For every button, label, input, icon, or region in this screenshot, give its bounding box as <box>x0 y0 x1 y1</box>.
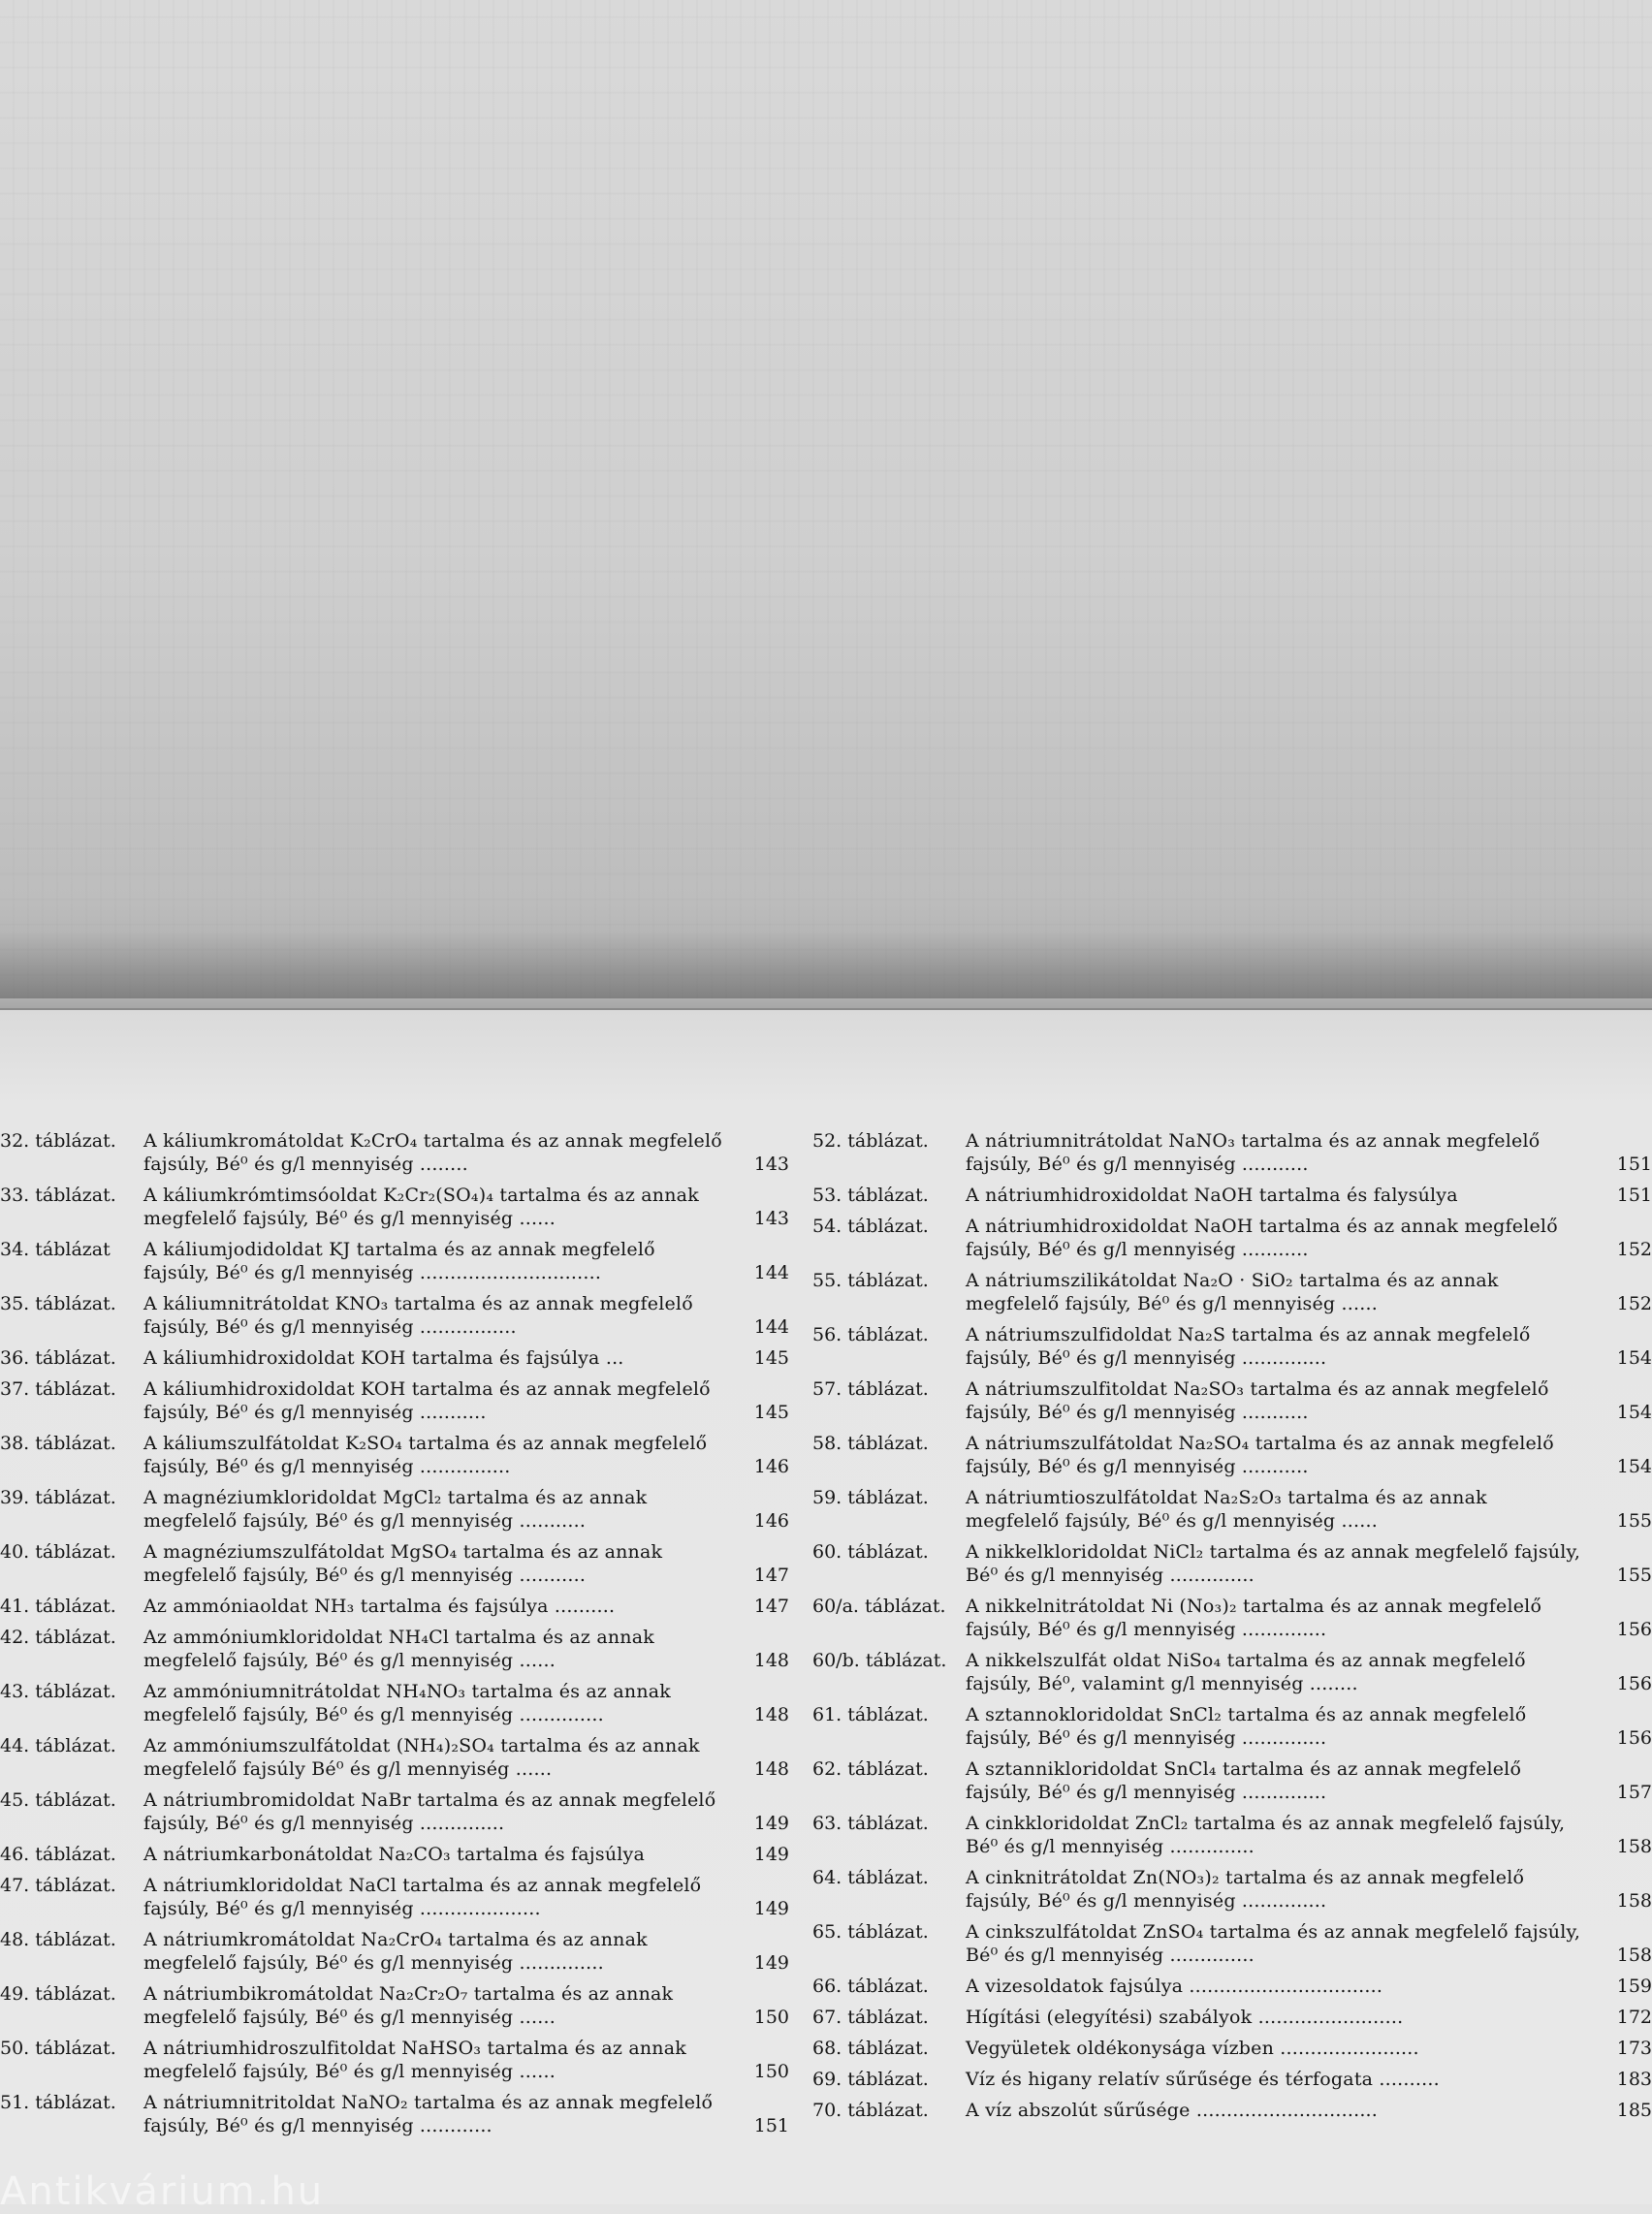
page-number: 147 <box>753 1565 789 1586</box>
page-number: 151 <box>1616 1185 1652 1206</box>
toc-entry <box>0 1540 795 1587</box>
table-title: A nátriumhidroszulfitoldat NaHSO₃ tartalma és az annak megfelelő fajsúly, Bé⁰ és g/l mennyiség ...... <box>143 2038 686 2082</box>
toc-right-column <box>812 1129 1652 2130</box>
table-title: A nátriumnitrátoldat NaNO₃ tartalma és az annak megfelelő fajsúly, Bé⁰ és g/l mennyiség ........... <box>966 1130 1541 1175</box>
toc-entry <box>0 1680 795 1726</box>
page-number: 144 <box>753 1316 789 1338</box>
page-number: 152 <box>1616 1293 1652 1314</box>
page-number: 157 <box>1616 1782 1652 1803</box>
page-number: 150 <box>753 2007 789 2028</box>
table-title: A nátriumszulfátoldat Na₂SO₄ tartalma és az annak megfelelő fajsúly, Bé⁰ és g/l mennyiség ........... <box>966 1433 1554 1477</box>
table-number: 63. táblázat. <box>812 1813 929 1834</box>
table-title: A káliumkrómtimsóoldat K₂Cr₂(SO₄)₄ tartalma és az annak megfelelő fajsúly, Bé⁰ és g/l mennyiség ...... <box>143 1185 699 1229</box>
table-number: 61. táblázat. <box>812 1704 929 1725</box>
page-number: 148 <box>753 1758 789 1780</box>
table-number: 41. táblázat. <box>0 1596 116 1617</box>
toc-entry <box>812 1595 1652 1641</box>
table-title: A káliumnitrátoldat KNO₃ tartalma és az annak megfelelő fajsúly, Bé⁰ és g/l mennyiség ................ <box>143 1293 693 1338</box>
page-number: 154 <box>1616 1347 1652 1369</box>
table-title: Víz és higany relatív sűrűsége és térfogata .......... <box>966 2069 1440 2090</box>
table-title: A cinkkloridoldat ZnCl₂ tartalma és az annak megfelelő fajsúly, Bé⁰ és g/l mennyiség .............. <box>966 1813 1566 1857</box>
book-cover-paper <box>0 0 1652 998</box>
table-title: A nátriumtioszulfátoldat Na₂S₂O₃ tartalma és az annak megfelelő fajsúly, Bé⁰ és g/l mennyiség ...... <box>966 1487 1487 1532</box>
table-number: 60. táblázat. <box>812 1541 929 1563</box>
page-number: 145 <box>753 1347 789 1369</box>
toc-entry <box>0 1734 795 1781</box>
table-title: A nikkelszulfát oldat NiSo₄ tartalma és az annak megfelelő fajsúly, Bé⁰, valamint g/l mennyiség ........ <box>966 1650 1526 1694</box>
toc-entry <box>812 1920 1652 1967</box>
table-number: 59. táblázat. <box>812 1487 929 1508</box>
table-number: 33. táblázat. <box>0 1185 116 1206</box>
page-number: 150 <box>753 2061 789 2082</box>
table-title: A sztannikloridoldat SnCl₄ tartalma és az annak megfelelő fajsúly, Bé⁰ és g/l mennyiség .............. <box>966 1758 1522 1803</box>
table-number: 51. táblázat. <box>0 2092 116 2113</box>
table-number: 68. táblázat. <box>812 2038 929 2059</box>
table-title: A vizesoldatok fajsúlya ................................ <box>966 1976 1383 1997</box>
page-number: 173 <box>1616 2038 1652 2059</box>
page-number: 154 <box>1616 1402 1652 1423</box>
page-number: 143 <box>753 1154 789 1175</box>
table-title: Hígítási (elegyítési) szabályok ........................ <box>966 2007 1404 2028</box>
toc-entry <box>812 1129 1652 1176</box>
table-number: 44. táblázat. <box>0 1735 116 1756</box>
toc-entry <box>0 1982 795 2029</box>
table-title: A nátriumbromidoldat NaBr tartalma és az annak megfelelő fajsúly, Bé⁰ és g/l mennyiség .............. <box>143 1789 716 1834</box>
table-title: A káliumjodidoldat KJ tartalma és az annak megfelelő fajsúly, Bé⁰ és g/l mennyiség .............................. <box>143 1239 655 1283</box>
toc-entry <box>812 1649 1652 1695</box>
toc-left-column <box>0 1129 795 2145</box>
toc-entry <box>0 1346 795 1370</box>
table-title: A magnéziumkloridoldat MgCl₂ tartalma és az annak megfelelő fajsúly, Bé⁰ és g/l mennyiség ........... <box>143 1487 648 1532</box>
toc-entry <box>0 1928 795 1975</box>
page-number: 149 <box>753 1898 789 1919</box>
table-title: A káliumhidroxidoldat KOH tartalma és az annak megfelelő fajsúly, Bé⁰ és g/l mennyiség ........... <box>143 1378 711 1423</box>
toc-entry <box>812 1377 1652 1424</box>
table-title: A nikkelnitrátoldat Ni (No₃)₂ tartalma és az annak megfelelő fajsúly, Bé⁰ és g/l mennyiség .............. <box>966 1596 1542 1640</box>
table-title: A nátriumszilikátoldat Na₂O · SiO₂ tartalma és az annak megfelelő fajsúly, Bé⁰ és g/l mennyiség ...... <box>966 1270 1499 1314</box>
page-number: 148 <box>753 1704 789 1725</box>
toc-entry <box>812 2099 1652 2122</box>
page-number: 156 <box>1616 1727 1652 1749</box>
page-number: 156 <box>1616 1619 1652 1640</box>
toc-entry <box>0 1129 795 1176</box>
table-number: 65. táblázat. <box>812 1921 929 1943</box>
table-title: A káliumhidroxidoldat KOH tartalma és fajsúlya ... <box>143 1347 624 1369</box>
page-number: 158 <box>1616 1836 1652 1857</box>
table-title: A káliumszulfátoldat K₂SO₄ tartalma és az annak megfelelő fajsúly, Bé⁰ és g/l mennyiség ............... <box>143 1433 708 1477</box>
table-title: A káliumkromátoldat K₂CrO₄ tartalma és az annak megfelelő fajsúly, Bé⁰ és g/l mennyiség ........ <box>143 1130 722 1175</box>
toc-entry <box>812 2037 1652 2060</box>
table-title: Az ammóniumszulfátoldat (NH₄)₂SO₄ tartalma és az annak megfelelő fajsúly Bé⁰ és g/l mennyiség ...... <box>143 1735 700 1780</box>
table-number: 66. táblázat. <box>812 1976 929 1997</box>
table-number: 58. táblázat. <box>812 1433 929 1454</box>
toc-entry <box>812 1975 1652 1998</box>
table-number: 56. táblázat. <box>812 1324 929 1345</box>
table-title: A nátriumhidroxidoldat NaOH tartalma és az annak megfelelő fajsúly, Bé⁰ és g/l mennyiség ........... <box>966 1216 1558 1260</box>
table-title: A nátriumszulfidoldat Na₂S tartalma és az annak megfelelő fajsúly, Bé⁰ és g/l mennyiség .............. <box>966 1324 1531 1369</box>
table-number: 69. táblázat. <box>812 2069 929 2090</box>
table-number: 53. táblázat. <box>812 1185 929 1206</box>
page-number: 172 <box>1616 2007 1652 2028</box>
toc-entry <box>0 1788 795 1835</box>
table-title: A magnéziumszulfátoldat MgSO₄ tartalma és az annak megfelelő fajsúly, Bé⁰ és g/l mennyiség ........... <box>143 1541 663 1586</box>
table-number: 55. táblázat. <box>812 1270 929 1291</box>
toc-entry <box>812 1184 1652 1207</box>
page-number: 145 <box>753 1402 789 1423</box>
page-number: 155 <box>1616 1510 1652 1532</box>
page-number: 158 <box>1616 1890 1652 1912</box>
table-number: 60/a. táblázat. <box>812 1596 946 1617</box>
toc-entry <box>812 1812 1652 1858</box>
page-number: 159 <box>1616 1976 1652 1997</box>
page-number: 183 <box>1616 2069 1652 2090</box>
table-number: 34. táblázat <box>0 1239 111 1260</box>
toc-entry <box>0 1184 795 1230</box>
table-number: 45. táblázat. <box>0 1789 116 1811</box>
toc-entry <box>812 1269 1652 1315</box>
table-number: 48. táblázat. <box>0 1929 116 1950</box>
table-number: 50. táblázat. <box>0 2038 116 2059</box>
table-number: 70. táblázat. <box>812 2100 929 2121</box>
page-number: 143 <box>753 1208 789 1229</box>
table-title: Az ammóniumnitrátoldat NH₄NO₃ tartalma és az annak megfelelő fajsúly, Bé⁰ és g/l mennyiség .............. <box>143 1681 672 1725</box>
toc-entry <box>812 1432 1652 1478</box>
table-number: 37. táblázat. <box>0 1378 116 1400</box>
toc-entry <box>0 1292 795 1339</box>
table-number: 38. táblázat. <box>0 1433 116 1454</box>
page-number: 149 <box>753 1952 789 1974</box>
table-title: A sztannokloridoldat SnCl₂ tartalma és az annak megfelelő fajsúly, Bé⁰ és g/l mennyiség .............. <box>966 1704 1527 1749</box>
toc-entry <box>0 1626 795 1672</box>
table-number: 52. táblázat. <box>812 1130 929 1152</box>
table-number: 57. táblázat. <box>812 1378 929 1400</box>
watermark: Antikvárium.hu <box>0 2169 325 2214</box>
table-number: 60/b. táblázat. <box>812 1650 947 1671</box>
page-number: 144 <box>753 1262 789 1283</box>
page-number: 151 <box>753 2115 789 2136</box>
table-number: 36. táblázat. <box>0 1347 116 1369</box>
cover-shadow <box>0 931 1652 1018</box>
table-title: A nátriumhidroxidoldat NaOH tartalma és falysúlya <box>966 1185 1458 1206</box>
table-title: A nátriumnitritoldat NaNO₂ tartalma és az annak megfelelő fajsúly, Bé⁰ és g/l mennyiség ............ <box>143 2092 714 2136</box>
toc-entry <box>812 2006 1652 2029</box>
table-title: A nátriumkarbonátoldat Na₂CO₃ tartalma és fajsúlya <box>143 1844 645 1865</box>
table-title: A nikkelkloridoldat NiCl₂ tartalma és az annak megfelelő fajsúly, Bé⁰ és g/l mennyiség .............. <box>966 1541 1581 1586</box>
table-title: A cinkszulfátoldat ZnSO₄ tartalma és az annak megfelelő fajsúly, Bé⁰ és g/l mennyiség .............. <box>966 1921 1581 1966</box>
toc-entry <box>0 2037 795 2083</box>
table-number: 40. táblázat. <box>0 1541 116 1563</box>
page-number: 185 <box>1616 2100 1652 2121</box>
toc-entry <box>812 1703 1652 1750</box>
table-number: 32. táblázat. <box>0 1130 116 1152</box>
table-number: 62. táblázat. <box>812 1758 929 1780</box>
table-number: 54. táblázat. <box>812 1216 929 1237</box>
toc-entry <box>0 1377 795 1424</box>
page-number: 155 <box>1616 1565 1652 1586</box>
table-number: 39. táblázat. <box>0 1487 116 1508</box>
toc-entry <box>812 2068 1652 2091</box>
page-number: 156 <box>1616 1673 1652 1694</box>
table-title: A nátriumkloridoldat NaCl tartalma és az annak megfelelő fajsúly, Bé⁰ és g/l mennyiség .................... <box>143 1875 702 1919</box>
toc-entry <box>0 1486 795 1533</box>
page-number: 147 <box>753 1596 789 1617</box>
table-number: 35. táblázat. <box>0 1293 116 1314</box>
page-number: 146 <box>753 1456 789 1477</box>
page-number: 158 <box>1616 1945 1652 1966</box>
table-title: A cinknitrátoldat Zn(NO₃)₂ tartalma és az annak megfelelő fajsúly, Bé⁰ és g/l mennyiség .............. <box>966 1867 1525 1912</box>
table-number: 49. táblázat. <box>0 1983 116 2005</box>
table-title: Vegyületek oldékonysága vízben ....................... <box>966 2038 1419 2059</box>
toc-entry <box>812 1215 1652 1261</box>
toc-entry <box>0 1432 795 1478</box>
table-title: A nátriumkromátoldat Na₂CrO₄ tartalma és az annak megfelelő fajsúly, Bé⁰ és g/l mennyiség .............. <box>143 1929 648 1974</box>
table-number: 67. táblázat. <box>812 2007 929 2028</box>
table-title: A nátriumszulfitoldat Na₂SO₃ tartalma és az annak megfelelő fajsúly, Bé⁰ és g/l mennyiség ........... <box>966 1378 1549 1423</box>
page-number: 149 <box>753 1844 789 1865</box>
page-number: 149 <box>753 1813 789 1834</box>
table-title: A víz abszolút sűrűsége .............................. <box>966 2100 1379 2121</box>
toc-entry <box>0 1874 795 1920</box>
toc-entry <box>812 1757 1652 1804</box>
page-number: 154 <box>1616 1456 1652 1477</box>
toc-entry <box>812 1540 1652 1587</box>
table-title: Az ammóniaoldat NH₃ tartalma és fajsúlya .......... <box>143 1596 616 1617</box>
toc-entry <box>0 1238 795 1284</box>
table-number: 42. táblázat. <box>0 1627 116 1648</box>
toc-entry <box>812 1323 1652 1370</box>
page-number: 148 <box>753 1650 789 1671</box>
toc-entry <box>0 1843 795 1866</box>
table-number: 46. táblázat. <box>0 1844 116 1865</box>
table-title: A nátriumbikromátoldat Na₂Cr₂O₇ tartalma és az annak megfelelő fajsúly, Bé⁰ és g/l mennyiség ...... <box>143 1983 674 2028</box>
table-number: 47. táblázat. <box>0 1875 116 1896</box>
toc-entry <box>0 2091 795 2137</box>
page-number: 151 <box>1616 1154 1652 1175</box>
table-title: Az ammóniumkloridoldat NH₄Cl tartalma és az annak megfelelő fajsúly, Bé⁰ és g/l mennyiség ...... <box>143 1627 654 1671</box>
table-number: 43. táblázat. <box>0 1681 116 1702</box>
page-number: 146 <box>753 1510 789 1532</box>
toc-entry <box>812 1866 1652 1913</box>
toc-entry <box>812 1486 1652 1533</box>
table-number: 64. táblázat. <box>812 1867 929 1888</box>
page-number: 152 <box>1616 1239 1652 1260</box>
toc-entry <box>0 1595 795 1618</box>
